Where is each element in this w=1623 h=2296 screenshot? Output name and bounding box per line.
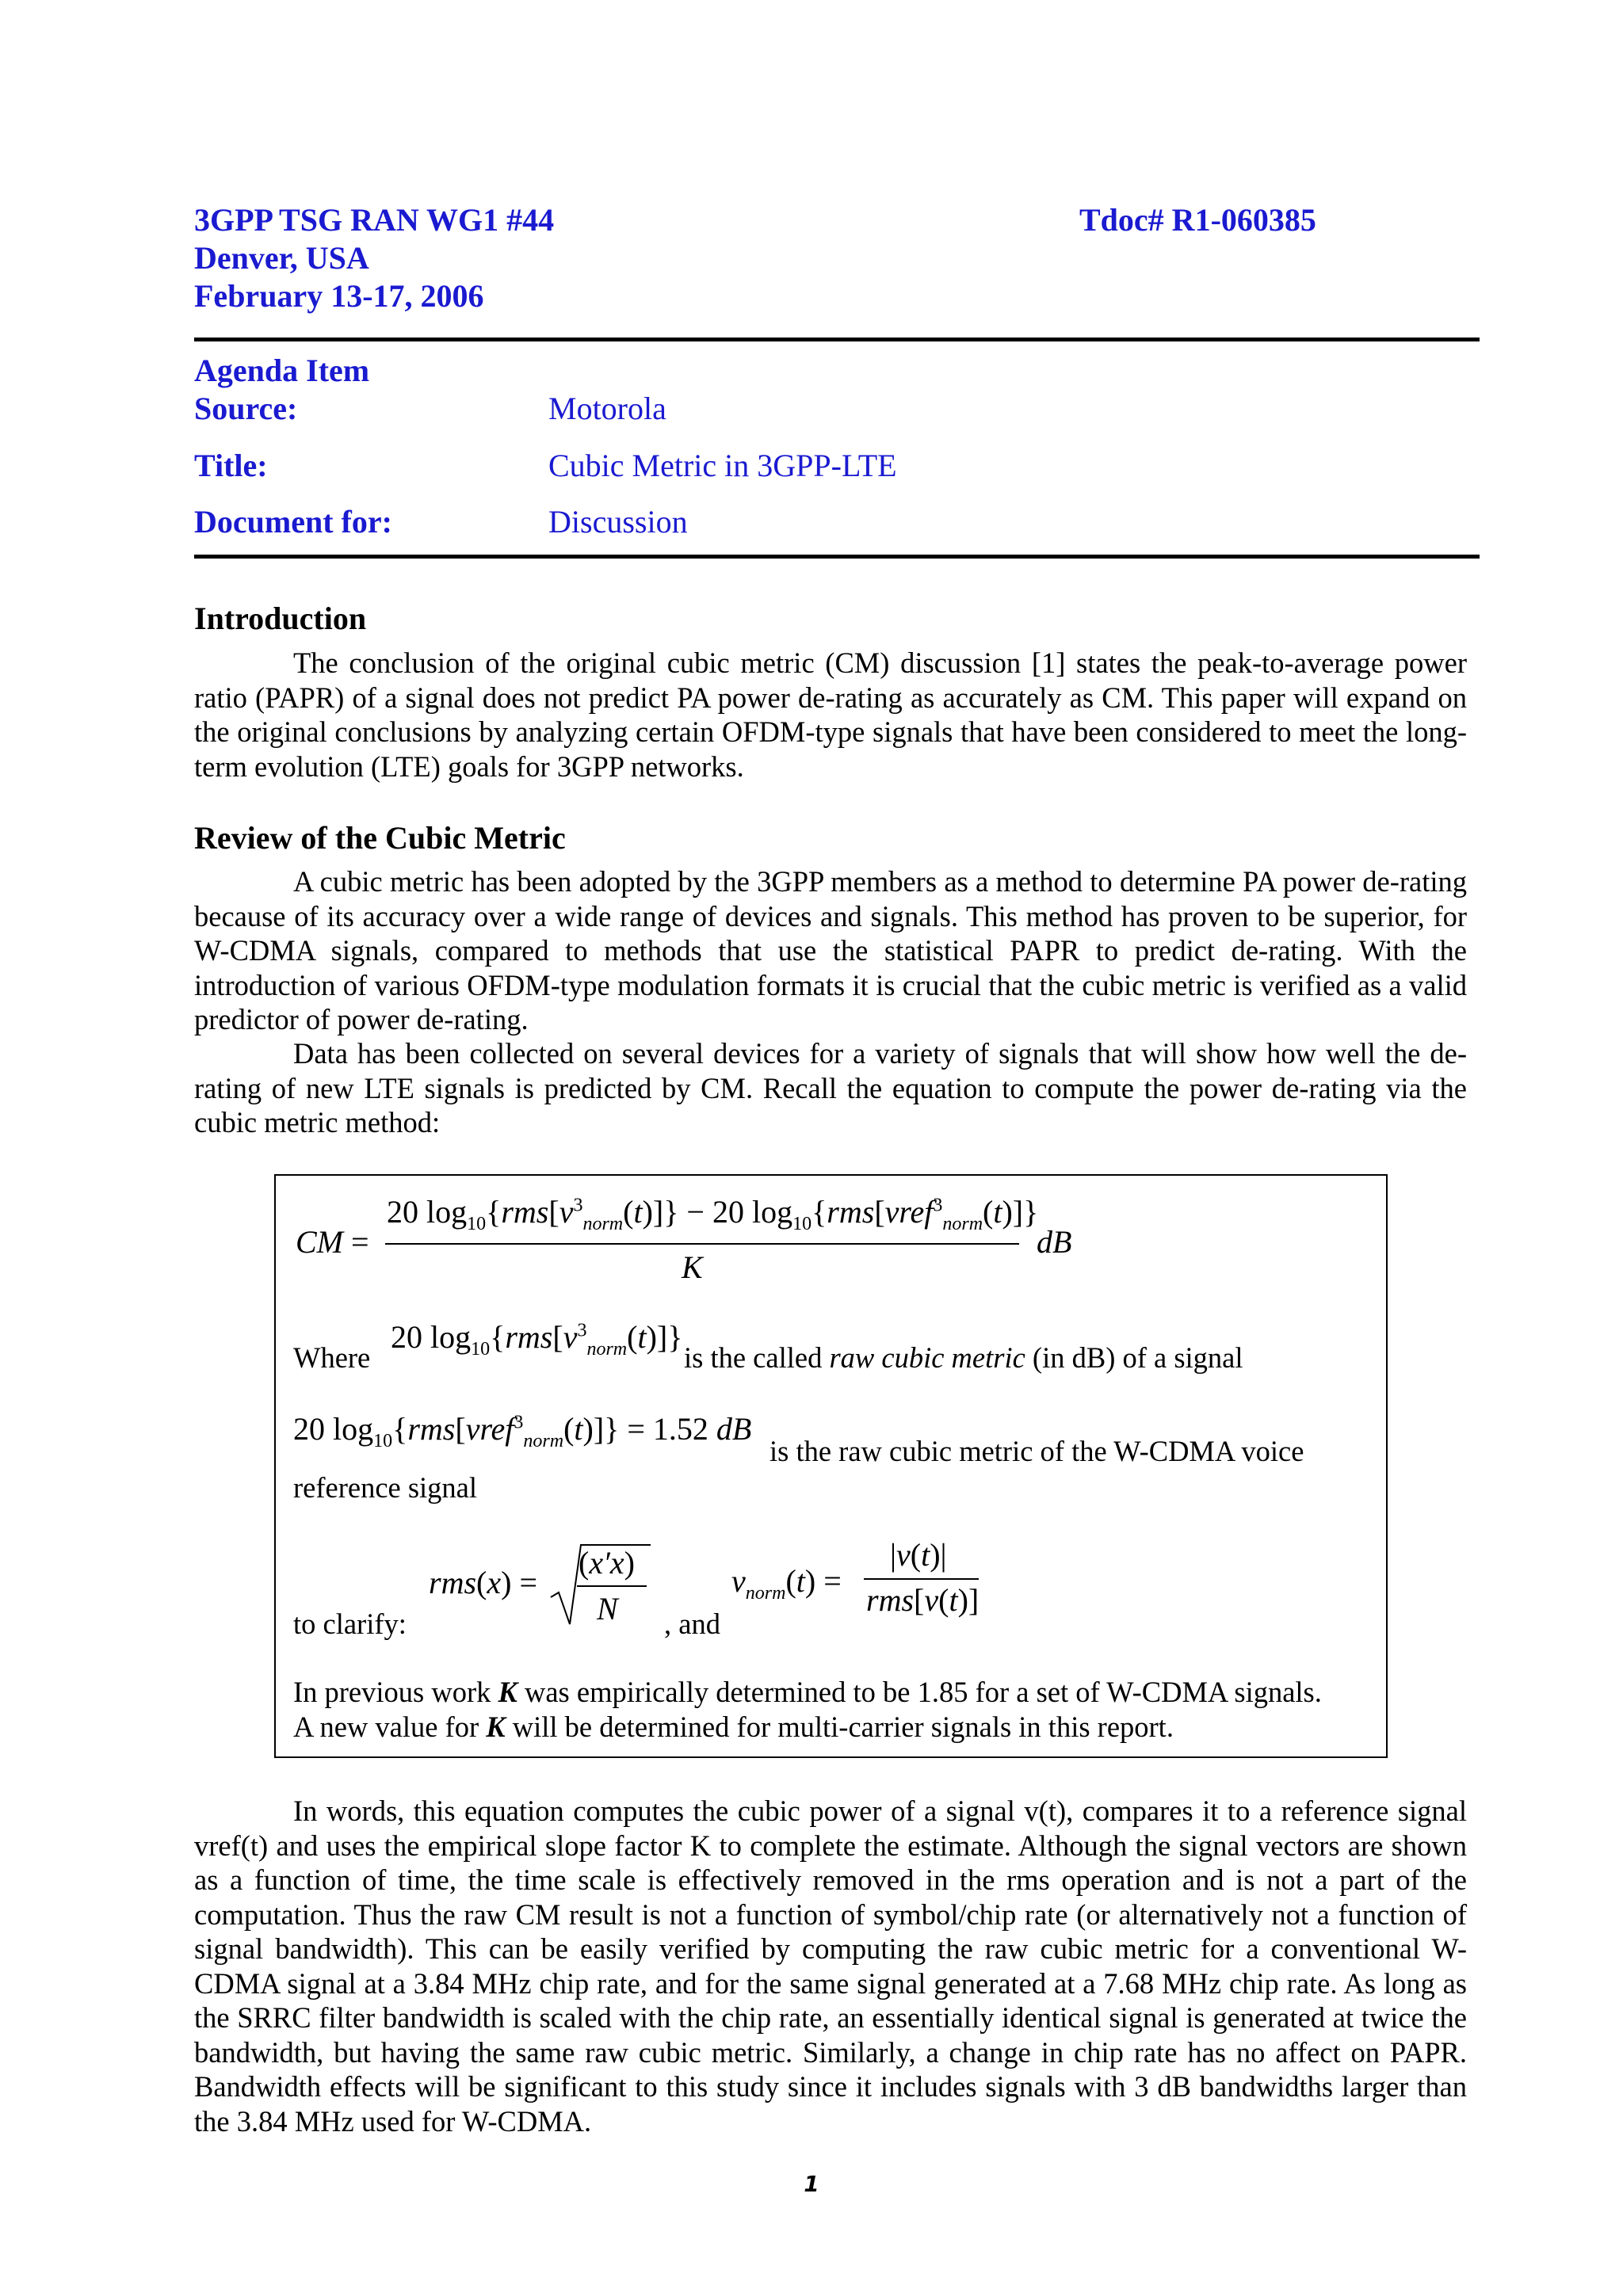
reference-description: is the raw cubic metric of the W-CDMA voice xyxy=(769,1435,1304,1467)
source-label: Source: xyxy=(194,391,298,426)
top-divider xyxy=(194,338,1480,341)
k-description-line-1: In previous work K was empirically determined to be 1.85 for a set of W-CDMA signals. xyxy=(293,1676,1322,1708)
introduction-heading: Introduction xyxy=(194,601,367,636)
meeting-name: 3GPP TSG RAN WG1 #44 xyxy=(194,202,555,238)
source-value: Motorola xyxy=(548,391,666,426)
review-paragraph-2: Data has been collected on several devices for a variety of signals that will show how well the de-rating of new LTE signals is predicted by CM. Recall the equation to compute the power de-rating via the cubic metric method: xyxy=(194,1037,1467,1138)
introduction-paragraph: The conclusion of the original cubic metric (CM) discussion [1] states the peak-to-average power ratio (PAPR) of a signal does not predict PA power de-rating as accurately as CM. This paper will expand on the original conclusions by analyzing certain OFDM-type signals that have been considered to meet the long-term evolution (LTE) goals for 3GPP networks. xyxy=(194,646,1467,783)
page-number: 1 xyxy=(804,2171,819,2197)
k-description-line-2: A new value for K will be determined for multi-carrier signals in this report. xyxy=(293,1711,1174,1743)
raw-cm-expression: 20 $\log_{10}\{rms[v^3_{norm}(t)]\}$ xyxy=(391,1319,683,1360)
document-for-label: Document for: xyxy=(194,504,392,540)
tdoc-number: Tdoc# R1-060385 xyxy=(1079,202,1316,238)
title-value: Cubic Metric in 3GPP-LTE xyxy=(548,448,897,483)
where-label: Where xyxy=(293,1341,371,1374)
meeting-dates: February 13-17, 2006 xyxy=(194,278,484,314)
bottom-divider xyxy=(194,555,1480,559)
reference-cm-expression: 20 $\log_{10}\{rms[vref^3_{norm}(t)]\} = 1.52$ dB xyxy=(293,1411,752,1451)
closing-paragraph: In words, this equation computes the cubic power of a signal v(t), compares it to a reference signal vref(t) and uses the empirical slope factor K to complete the estimate. Although the signal vectors are shown as a function of time, the time scale is effectively removed in the rms operation and is not a part of the computation. Thus the raw CM result is not a function of symbol/chip rate (or alternatively not a function of signal bandwidth). This can be easily verified by computing the raw cubic metric for a conventional W-CDMA signal at a 3.84 MHz chip rate, and for the same signal generated at a 7.68 MHz chip rate. As long as the SRRC filter bandwidth is scaled with the chip rate, an essentially identical signal is generated at twice the bandwidth, but having the same raw cubic metric. Similarly, a change in chip rate has no affect on PAPR. Bandwidth effects will be significant to this study since it includes signals with 3 dB bandwidths larger than the 3.84 MHz used for W-CDMA. xyxy=(194,1794,1467,2138)
review-paragraph-1: A cubic metric has been adopted by the 3GPP members as a method to determine PA power de-rating because of its accuracy over a wide range of devices and signals. This method has proven to be superior, for W-CDMA signals, compared to methods that use the statistical PAPR to predict de-rating. With the introduction of various OFDM-type modulation formats it is crucial that the cubic metric is verified as a valid predictor of power de-rating. xyxy=(194,865,1467,1035)
and-label: , and xyxy=(664,1608,720,1640)
title-label: Title: xyxy=(194,448,268,483)
agenda-item-label: Agenda Item xyxy=(194,353,370,388)
reference-description-cont: reference signal xyxy=(293,1471,478,1504)
document-for-value: Discussion xyxy=(548,504,688,540)
raw-cm-description: is the called raw cubic metric (in dB) of a signal xyxy=(684,1341,1243,1374)
review-heading: Review of the Cubic Metric xyxy=(194,820,566,856)
clarify-label: to clarify: xyxy=(293,1608,407,1640)
meeting-location: Denver, USA xyxy=(194,240,369,276)
equation-box: CM = 20 $\log_{10}\{rms[v^3_{norm}(t)]\} - 20$ $\log_{10}\{rms[vref^3_{norm}(t)]\}$ K dB Where 20 $\log_{10}\{rms[v^3_{norm}(t)]\}$ is the called raw cubic metric (in dB) of a signal 20 $\log_{10}\{rms[vref^3_{norm}(t)]\} = 1.52$ dB is the raw cubic metric of the W-CDMA voice reference signal to clarify: rms(x) = (x′x) N , and $v_{norm}(t)$ = |v(t)| rms[v(t)] In previous work K was empirically determined to be 1.85 for a set of W-CDMA signals. A new value for K will be determined for multi-carrier signals in this report. xyxy=(274,1174,1388,1758)
